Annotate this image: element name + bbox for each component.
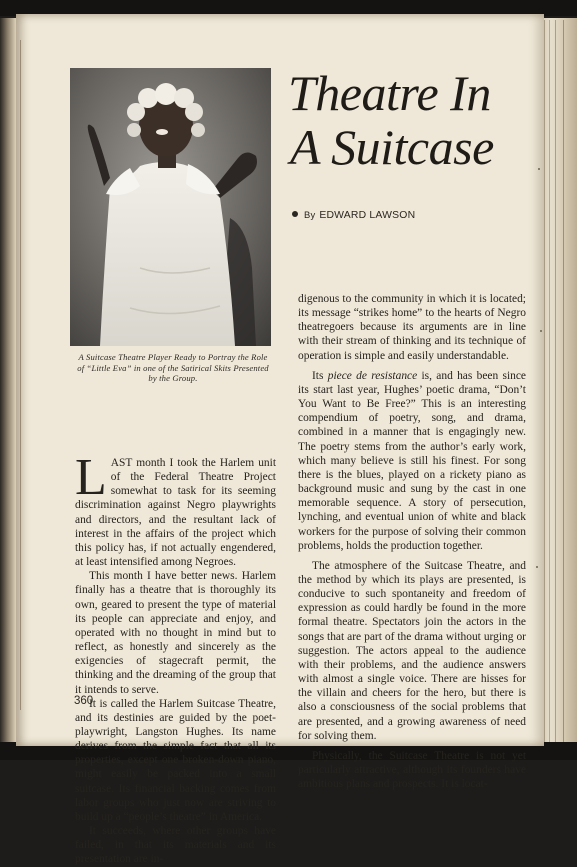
byline-by: By	[304, 209, 316, 220]
paragraph	[298, 369, 526, 553]
author-name: EDWARD LAWSON	[319, 210, 416, 221]
paragraph: digenous to the community in which it is located; its message “strikes home” to the hearts of Negro theatregoers because its arguments are in line with their stream of thinking and its technique of operation is simple and easily understandable.	[298, 293, 526, 362]
bullet-icon	[292, 211, 298, 217]
performer-photo-illustration	[70, 68, 271, 346]
page-edge-line	[549, 20, 550, 748]
paragraph-text: is, and has been since its start last year, Hughes’ poetic drama, “Don’t You Want to Be Free?” This is an interesting compendium of poetry, song, and drama, combined in a manner that is engagingly new. The poetry stems from the author’s early work, which many believe is still his finest. For song there is the blues, played on a rickety piano as background music and sung by the cast in one memorable sequence. A story of persecution, lynching, and eventual union of white and black workers for the purpose of solving their common problems, holds the production together.	[298, 369, 527, 552]
margin-speck	[540, 330, 542, 332]
article-photo	[70, 68, 271, 346]
play-term: piece de resistance	[327, 369, 418, 382]
page-edge-line	[555, 20, 556, 748]
gutter-rule	[20, 40, 21, 710]
article-title	[288, 66, 508, 174]
page-edges	[540, 18, 577, 753]
page-edge-line	[544, 20, 545, 748]
paragraph: The atmosphere of the Suitcase Theatre, and the method by which its plays are presented, is conducive to such spontaneity and freedom of expression as could hardly be found in the more formal theatre. Spectators join the actors in the songs that are part of the drama without urging or suggestion. The actors appeal to the audience with their problems, and the audience answers with almost a single voice. There are hisses for the villain and cheers for the hero, but there is also a consciousness of the social problems that are presented, and a growing awareness of need for solving them.	[298, 559, 526, 742]
byline	[292, 209, 415, 221]
page-number: 360	[74, 695, 94, 707]
paragraph: It succeeds, where other groups have failed, in that its materials and its presentation are in-	[75, 825, 276, 866]
paragraph: It is called the Harlem Suitcase Theatre, and its destinies are guided by the poet-playwright, Langston Hughes. Its name derives from the simple fact that all its properties, except one broken-down piano, might easily be packed into a small suitcase. Its financial backing comes from labor groups who just now are striving to build up a “people’s theatre” in America.	[75, 697, 276, 823]
paragraph	[75, 449, 276, 569]
paragraph: This month I have better news. Harlem finally has a theatre that is thoroughly its own, geared to present the type of material its people can appreciate and enjoy, and operated with no thought in mind but to reflect, as honestly and sincerely as the exigencies of stagecraft permit, the thinking and the dreaming of the group that it intends to serve.	[75, 570, 276, 696]
photo-caption: A Suitcase Theatre Player Ready to Portray the Role of “Little Eva” in one of the Satirical Skits Presented by the Group.	[77, 352, 269, 383]
title-line-1: Theatre In	[288, 65, 491, 121]
column-left	[75, 449, 276, 867]
margin-speck	[538, 168, 540, 170]
paragraph-lead: Its	[312, 369, 328, 382]
title-line-2: A Suitcase	[290, 119, 494, 175]
paragraph-text: AST month I took the Harlem unit of the Federal Theatre Project somewhat to task for its seeming discrimination against Negro playwrights and directors, and the resultant lack of interest in the affairs of the project which this policy has, if not actually engendered, at least intensified among Negroes.	[75, 457, 276, 569]
margin-speck	[536, 566, 538, 568]
paragraph: Physically, the Suitcase Theatre is not yet particularly attractive, although its founders have ambitious plans and prospects. It is locat-	[298, 749, 526, 791]
column-right	[298, 292, 526, 791]
drop-cap: L	[75, 449, 107, 506]
page-edge-line	[563, 20, 564, 748]
